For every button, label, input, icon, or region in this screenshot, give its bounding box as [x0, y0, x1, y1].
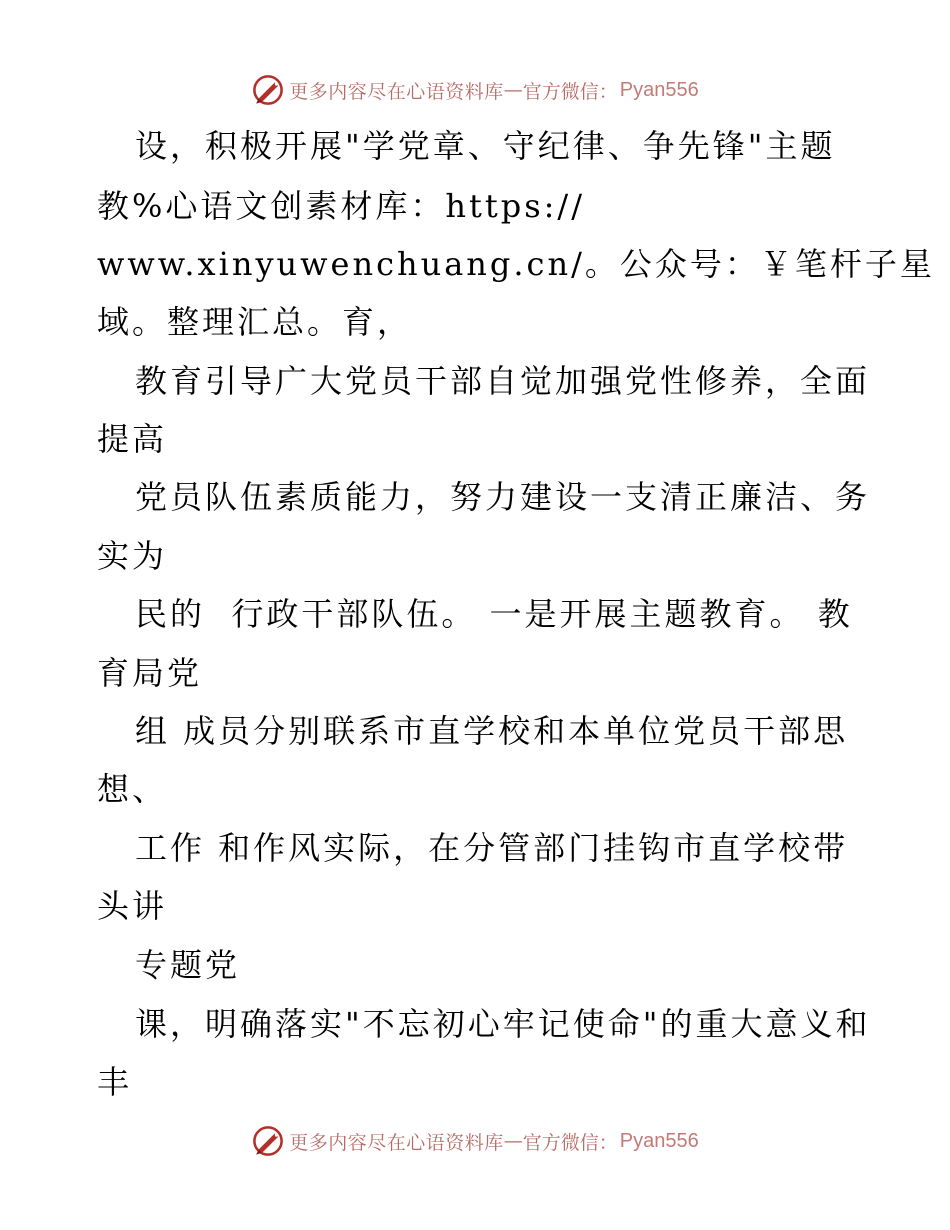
- document-line: 民的 行政干部队伍。 一是开展主题教育。 教: [135, 595, 853, 633]
- banner-wechat-label: 官方微信：: [522, 1131, 618, 1154]
- banner-dash: —: [503, 79, 523, 101]
- document-line: 育局党: [97, 654, 203, 692]
- document-line: 教%心语文创素材库：https://: [97, 187, 585, 225]
- document-line: 实为: [97, 537, 168, 575]
- document-line: www.xinyuwenchuang.cn/。公众号：￥笔杆子星: [97, 245, 935, 283]
- document-line: 域。整理汇总。育，: [97, 303, 413, 341]
- document-line: 课，明确落实"不忘初心牢记使命"的重大意义和: [135, 1005, 871, 1043]
- document-line: 头讲: [97, 887, 168, 925]
- footer-banner: [0, 1121, 950, 1161]
- document-line: 工作 和作风实际，在分管部门挂钩市直学校带: [135, 829, 849, 867]
- document-line: 党员队伍素质能力，努力建设一支清正廉洁、务: [135, 478, 871, 516]
- document-line: 想、: [97, 770, 168, 808]
- banner-wechat-id: Pyan556: [619, 78, 699, 101]
- banner-brand-text: 更多内容尽在心语资料库: [289, 80, 504, 103]
- document-line: 丰: [97, 1063, 133, 1101]
- document-line: 提高: [97, 420, 168, 458]
- pen-logo-icon: [251, 1124, 285, 1158]
- document-line: 专题党: [135, 946, 241, 984]
- banner-wechat-id: Pyan556: [619, 1129, 699, 1152]
- banner-brand-text: 更多内容尽在心语资料库: [289, 1131, 504, 1154]
- document-line: 教育引导广大党员干部自觉加强党性修养，全面: [135, 362, 871, 400]
- pen-logo-icon: [251, 73, 285, 107]
- banner-dash: —: [503, 1130, 523, 1152]
- header-banner: [0, 70, 950, 110]
- banner-wechat-label: 官方微信：: [522, 80, 618, 103]
- document-line: 设，积极开展"学党章、守纪律、争先锋"主题: [135, 127, 836, 165]
- document-line: 组 成员分别联系市直学校和本单位党员干部思: [135, 712, 849, 750]
